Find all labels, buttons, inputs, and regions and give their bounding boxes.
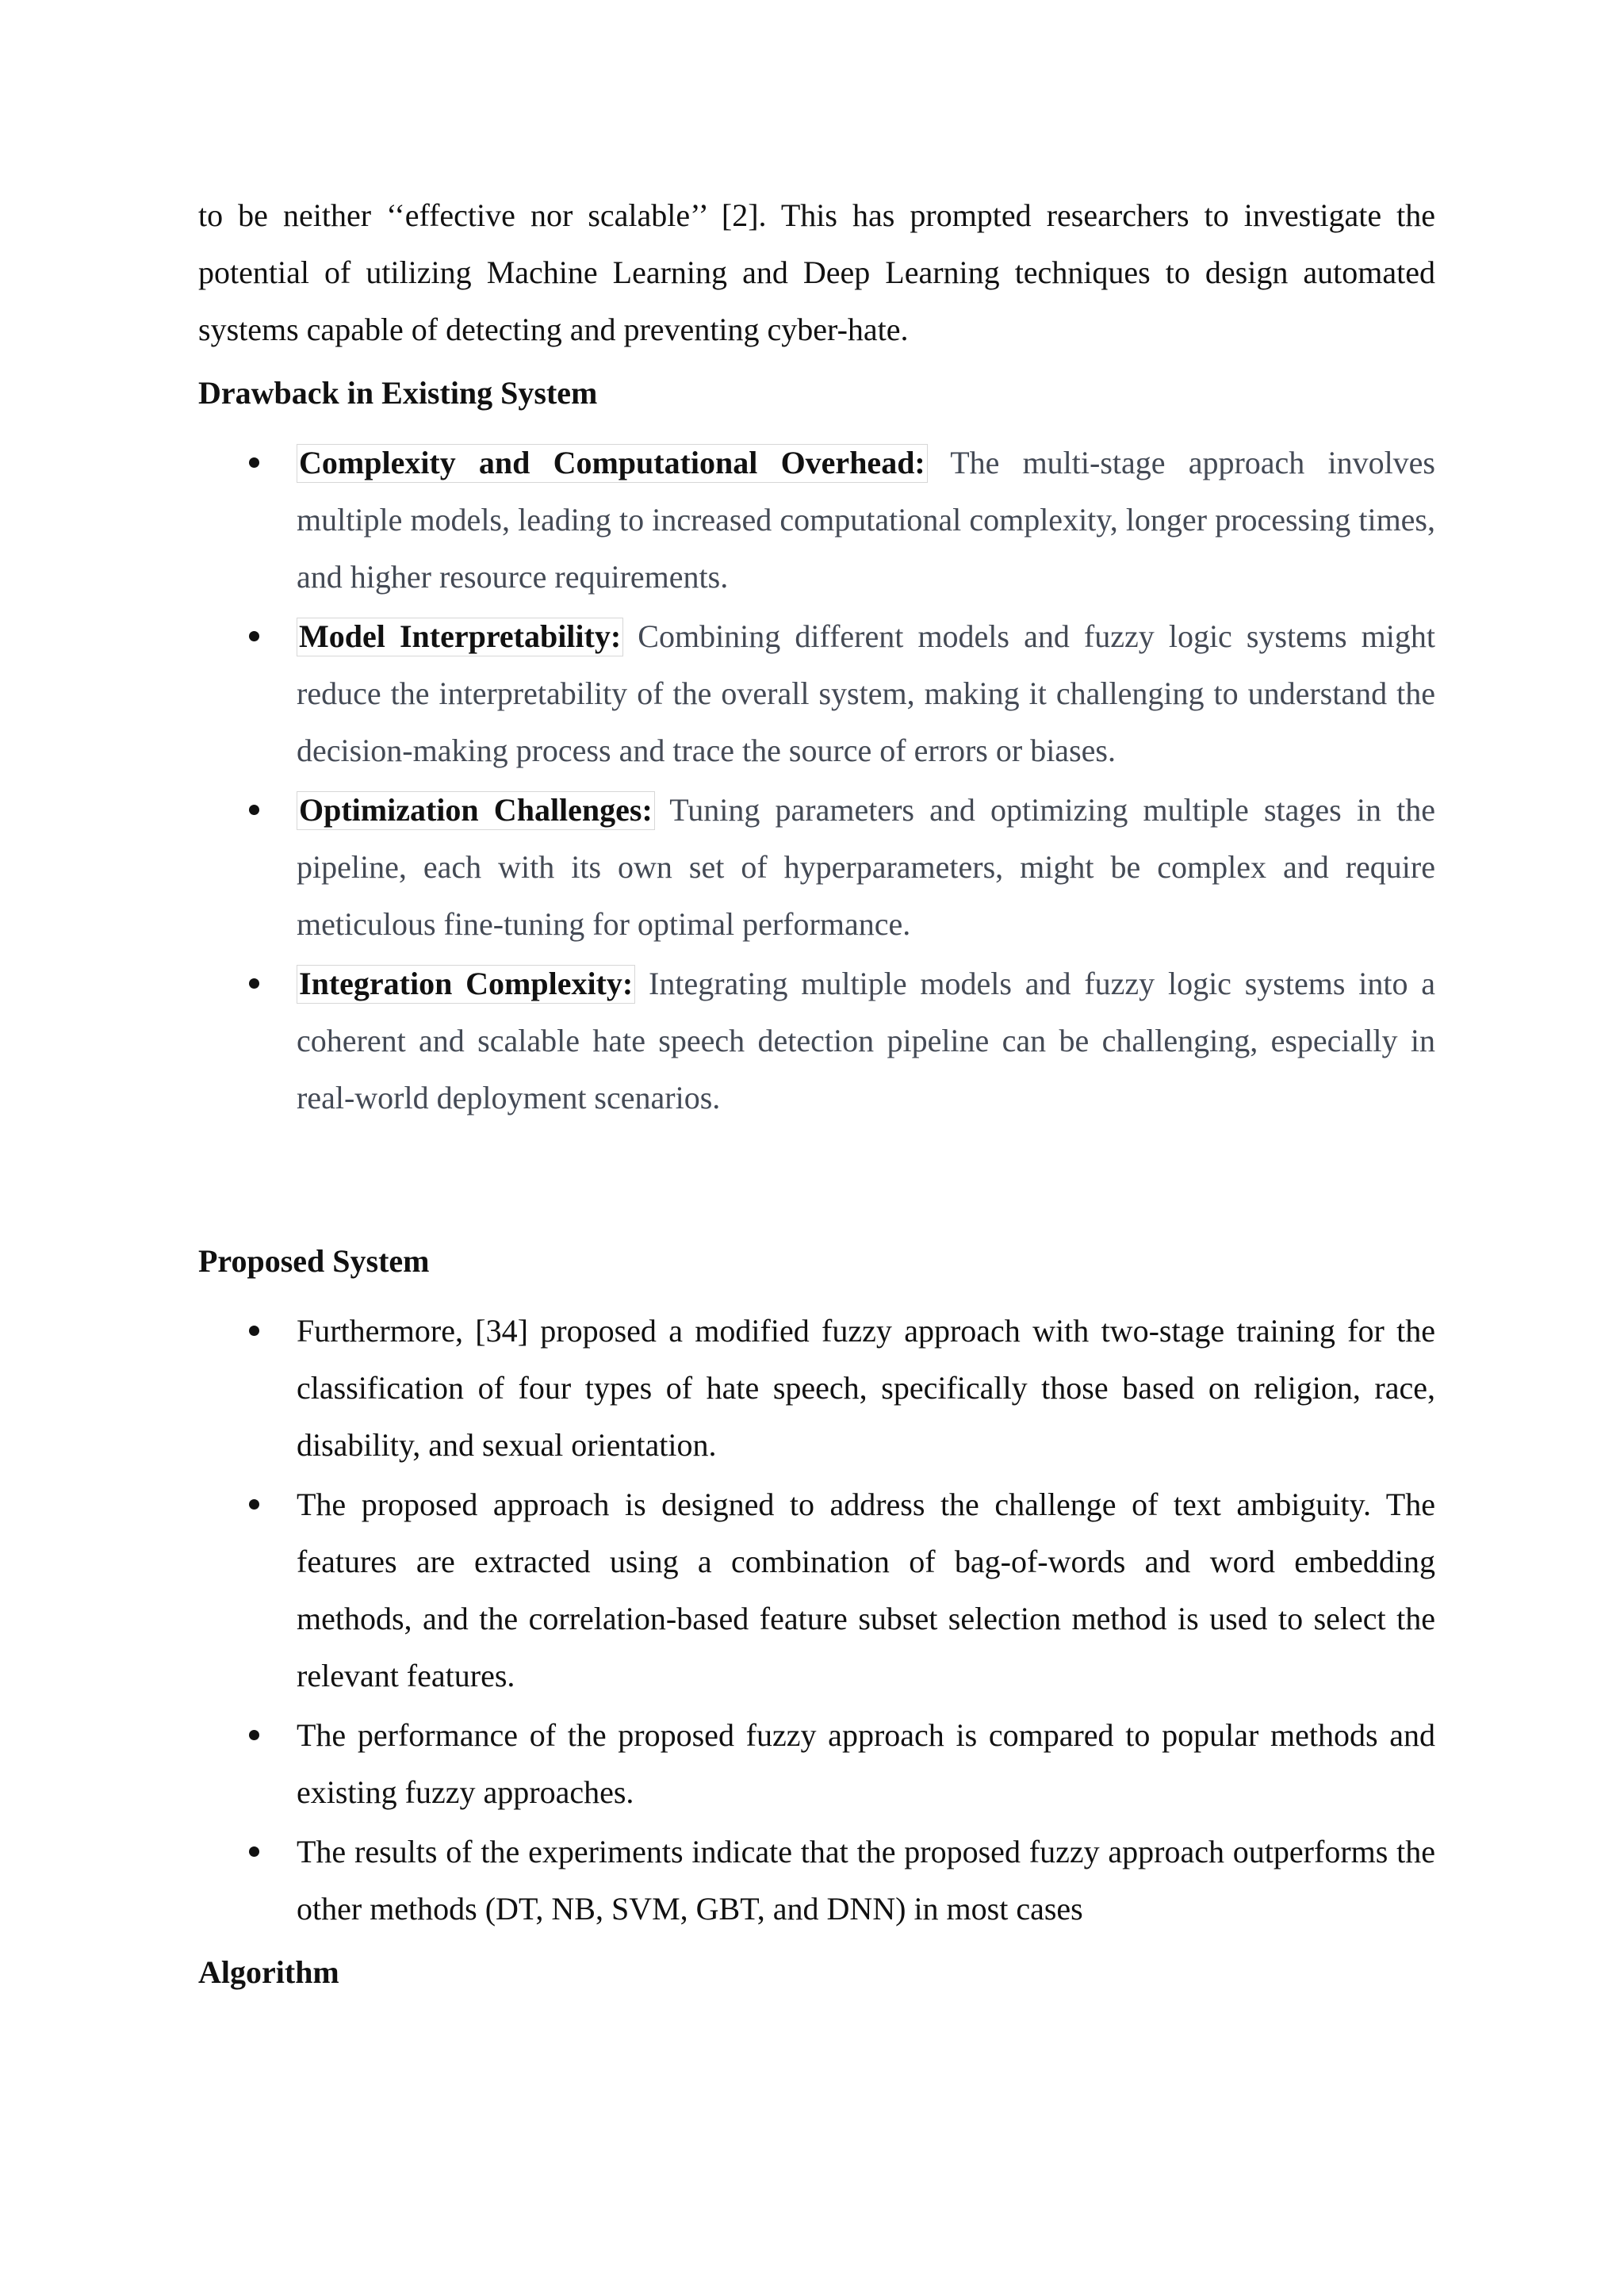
drawback-text: Combining different models and fuzzy logic systems might reduce the interpretability of the overall system, making it challenging to understand the decision-making process and trace the source of errors or biases. — [297, 618, 1436, 768]
proposed-text: The results of the experiments indicate that the proposed fuzzy approach outperforms the other methods (DT, NB, SVM, GBT, and DNN) in most cases — [297, 1834, 1435, 1927]
bullet-icon — [249, 1730, 259, 1740]
proposed-item — [198, 1707, 1435, 1821]
drawback-text: The multi-stage approach involves multiple models, leading to increased computational complexity, longer processing times, and higher resource requirements. — [297, 445, 1435, 595]
algorithm-heading: Algorithm — [198, 1954, 339, 1990]
proposed-text: The performance of the proposed fuzzy approach is compared to popular methods and existing fuzzy approaches. — [297, 1717, 1435, 1810]
drawback-item — [198, 608, 1435, 779]
document-page — [198, 187, 1435, 1992]
bullet-icon — [249, 1326, 259, 1336]
drawback-term: Optimization Challenges: — [297, 791, 655, 830]
drawback-item — [198, 434, 1435, 606]
bullet-icon — [249, 805, 259, 815]
drawback-item — [198, 955, 1435, 1127]
drawback-item — [198, 782, 1435, 953]
bullet-icon — [249, 457, 259, 468]
drawback-text: Integrating multiple models and fuzzy logic systems into a coherent and scalable hate speech detection pipeline can be challenging, especially in real-world deployment scenarios. — [297, 966, 1435, 1115]
intro-paragraph: to be neither ‘‘effective nor scalable’’ [2]. This has prompted researchers to investigate the potential of utilizing Machine Learning and Deep Learning techniques to design automated systems capable of detecting and preventing cyber-hate. — [198, 197, 1435, 347]
bullet-icon — [249, 631, 259, 641]
proposed-heading: Proposed System — [198, 1243, 430, 1279]
proposed-list — [198, 1303, 1435, 1938]
drawback-text: Tuning parameters and optimizing multiple stages in the pipeline, each with its own set of hyperparameters, might be complex and require meticulous fine-tuning for optimal performance. — [297, 792, 1435, 942]
drawback-term: Integration Complexity: — [297, 965, 635, 1004]
drawbacks-heading: Drawback in Existing System — [198, 375, 598, 411]
proposed-text: Furthermore, [34] proposed a modified fuzzy approach with two-stage training for the classification of four types of hate speech, specifically those based on religion, race, disability, and sexual orientation. — [297, 1313, 1435, 1463]
bullet-icon — [249, 1846, 259, 1857]
bullet-icon — [249, 978, 259, 989]
proposed-item — [198, 1823, 1435, 1938]
proposed-item — [198, 1476, 1435, 1705]
proposed-text: The proposed approach is designed to address the challenge of text ambiguity. The features are extracted using a combination of bag-of-words and word embedding methods, and the correlation-based feature subset selection method is used to select the relevant features. — [297, 1487, 1435, 1693]
drawback-term: Complexity and Computational Overhead: — [297, 444, 928, 483]
proposed-item — [198, 1303, 1435, 1474]
drawback-term: Model Interpretability: — [297, 618, 623, 656]
bullet-icon — [249, 1499, 259, 1510]
drawbacks-list — [198, 434, 1435, 1127]
